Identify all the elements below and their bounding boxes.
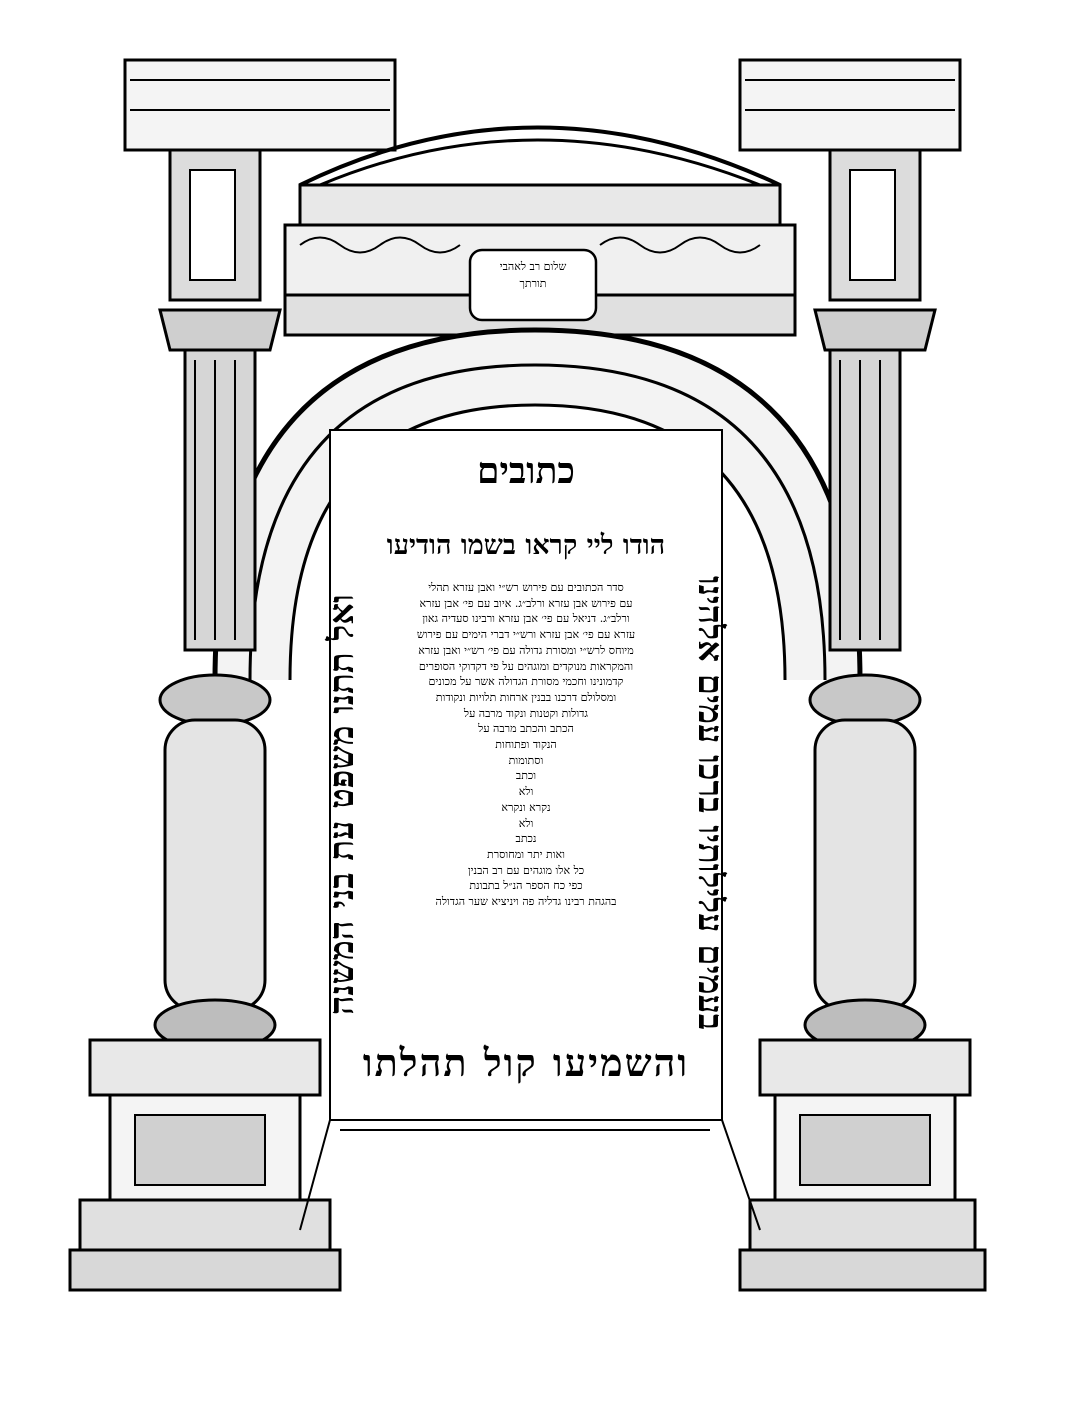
verse-top: הודו ליי קראו בשמו הודיעו bbox=[386, 530, 666, 561]
book-title: כתובים bbox=[476, 450, 575, 492]
body-line: עם פירוש אבן עזרא ורלב״ג. איוב עם פי׳ אבן עזרא bbox=[419, 596, 633, 610]
cartouche-line-2: תורתך bbox=[519, 277, 547, 290]
body-line: וכתב bbox=[515, 769, 537, 783]
body-line: כפי כח הספר הנ״ל בתבונת bbox=[469, 879, 583, 893]
body-line: קדמונינו וחכמי מסורת הגדולה אשר על מכונים bbox=[428, 675, 624, 689]
body-line: מיוחס לרש״י ומסורת גדולה עם פי׳ רש״י ואבן עזרא bbox=[418, 643, 634, 657]
body-text bbox=[408, 580, 644, 910]
right-pedestal bbox=[740, 1040, 985, 1290]
body-line: ואות יתר ומחוסרת bbox=[487, 847, 565, 861]
body-line: עזרא עם פי׳ אבן עזרא ורש״י דברי הימים עם פירוש bbox=[416, 628, 636, 642]
body-line: ולא bbox=[518, 816, 534, 830]
body-line: נכתב bbox=[515, 832, 537, 846]
body-line: סדר הכתובים עם פירוש רש״י ואבן עזרא תהלי bbox=[428, 581, 624, 594]
left-pedestal bbox=[70, 1040, 340, 1290]
body-line: ורלב״ג. דניאל עם פי׳ אבן עזרא ורבינו סעדיה גאון bbox=[422, 612, 630, 626]
body-line: ולא bbox=[518, 785, 534, 799]
verse-bottom: והשמיעו קול תהלתו bbox=[362, 1040, 690, 1085]
body-line: נקרא ונקרא bbox=[501, 800, 551, 814]
body-line: וסתומות bbox=[508, 753, 544, 767]
side-verse-left: ואל תתנו משפט עת בני המשנה bbox=[322, 594, 362, 1016]
body-line: והמקראות מנוקדים ומוגהים על פי דקדוקי הסופרים bbox=[418, 659, 634, 673]
cartouche bbox=[478, 258, 588, 318]
body-line: כל אלו מוגהים עם רב הבנין bbox=[467, 863, 585, 877]
body-line: ומסלולם דרכנו בבנין ארחות תלויות ונקודות bbox=[435, 690, 617, 704]
body-line: בהגהת רבינו גדליה פה ויניציא שער הגדולה bbox=[435, 895, 617, 909]
side-verse-right: בעמים עלילותיו ברכו עמים אלהינו bbox=[690, 575, 730, 1030]
cartouche-line-1: שלום רב לאהבי bbox=[499, 260, 567, 273]
text-panel bbox=[322, 430, 730, 1120]
body-line: גדולות וקטנות ונקוד מרבה על bbox=[463, 706, 589, 720]
body-line: הנקוד ופתוחות bbox=[495, 738, 557, 752]
body-line: הכתב והכתב מרבה על bbox=[478, 722, 574, 736]
floor-perspective bbox=[300, 1120, 760, 1230]
